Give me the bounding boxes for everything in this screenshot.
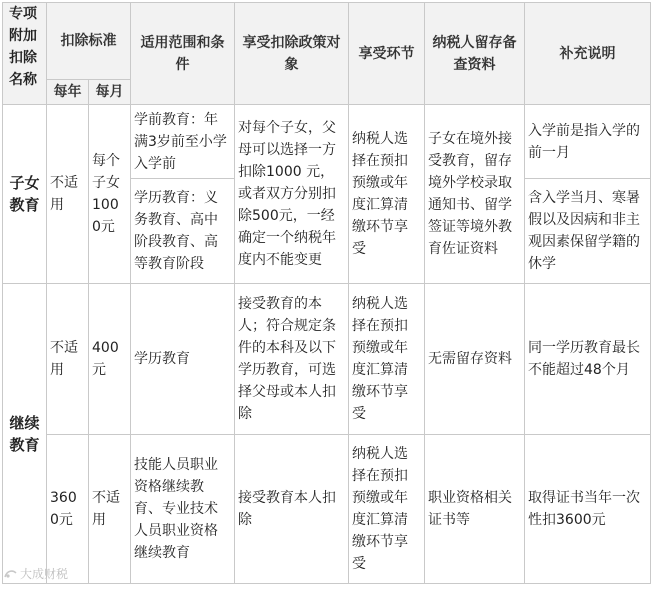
continuing-vocational-scope: 技能人员职业资格继续教育、专业技术人员职业资格继续教育	[131, 435, 235, 584]
header-notes: 补充说明	[525, 3, 651, 105]
children-docs: 子女在境外接受教育，留存境外学校录取通知书、留学签证等境外教育佐证资料	[425, 105, 525, 284]
continuing-academic-stage: 纳税人选择在预扣预缴或年度汇算清缴环节享受	[349, 284, 425, 435]
watermark-text: 大成财税	[20, 567, 69, 581]
watermark	[4, 565, 68, 582]
children-per-month: 每个子女1000元	[89, 105, 131, 284]
children-note-preschool: 入学前是指入学的前一月	[525, 105, 651, 179]
continuing-academic-docs: 无需留存资料	[425, 284, 525, 435]
children-scope-preschool: 学前教育：年满3岁前至小学入学前	[131, 105, 235, 179]
continuing-academic-note: 同一学历教育最长不能超过48个月	[525, 284, 651, 435]
children-per-year: 不适用	[47, 105, 89, 284]
continuing-academic-scope: 学历教育	[131, 284, 235, 435]
category-continuing-education: 继续教育	[3, 284, 47, 584]
continuing-vocational-per-year: 3600元	[47, 435, 89, 584]
continuing-vocational-stage: 纳税人选择在预扣预缴或年度汇算清缴环节享受	[349, 435, 425, 584]
continuing-academic-per-month: 400元	[89, 284, 131, 435]
header-name-col: 专项附加扣除名称	[3, 3, 47, 105]
continuing-vocational-note: 取得证书当年一次性扣3600元	[525, 435, 651, 584]
children-stage: 纳税人选择在预扣预缴或年度汇算清缴环节享受	[349, 105, 425, 284]
header-standard: 扣除标准	[47, 3, 131, 80]
category-children-education: 子女教育	[3, 105, 47, 284]
continuing-vocational-docs: 职业资格相关证书等	[425, 435, 525, 584]
watermark-logo-icon	[4, 568, 18, 580]
header-target: 享受扣除政策对象	[235, 3, 349, 105]
children-note-academic: 含入学当月、寒暑假以及因病和非主观因素保留学籍的休学	[525, 179, 651, 284]
header-scope: 适用范围和条件	[131, 3, 235, 105]
continuing-vocational-target: 接受教育本人扣除	[235, 435, 349, 584]
deduction-table	[2, 2, 651, 584]
continuing-academic-target: 接受教育的本人；符合规定条件的本科及以下学历教育，可选择父母或本人扣除	[235, 284, 349, 435]
children-target: 对每个子女，父母可以选择一方扣除1000 元，或者双方分别扣除500元，一经确定一个纳税年度内不能变更	[235, 105, 349, 284]
header-per-month: 每月	[89, 80, 131, 105]
continuing-academic-per-year: 不适用	[47, 284, 89, 435]
header-per-year: 每年	[47, 80, 89, 105]
table-row	[3, 284, 651, 435]
header-stage: 享受环节	[349, 3, 425, 105]
children-scope-academic: 学历教育：义务教育、高中阶段教育、高等教育阶段	[131, 179, 235, 284]
table-row	[3, 105, 651, 179]
header-docs: 纳税人留存备查资料	[425, 3, 525, 105]
continuing-vocational-per-month: 不适用	[89, 435, 131, 584]
table-row	[3, 435, 651, 584]
header-row	[3, 3, 651, 80]
